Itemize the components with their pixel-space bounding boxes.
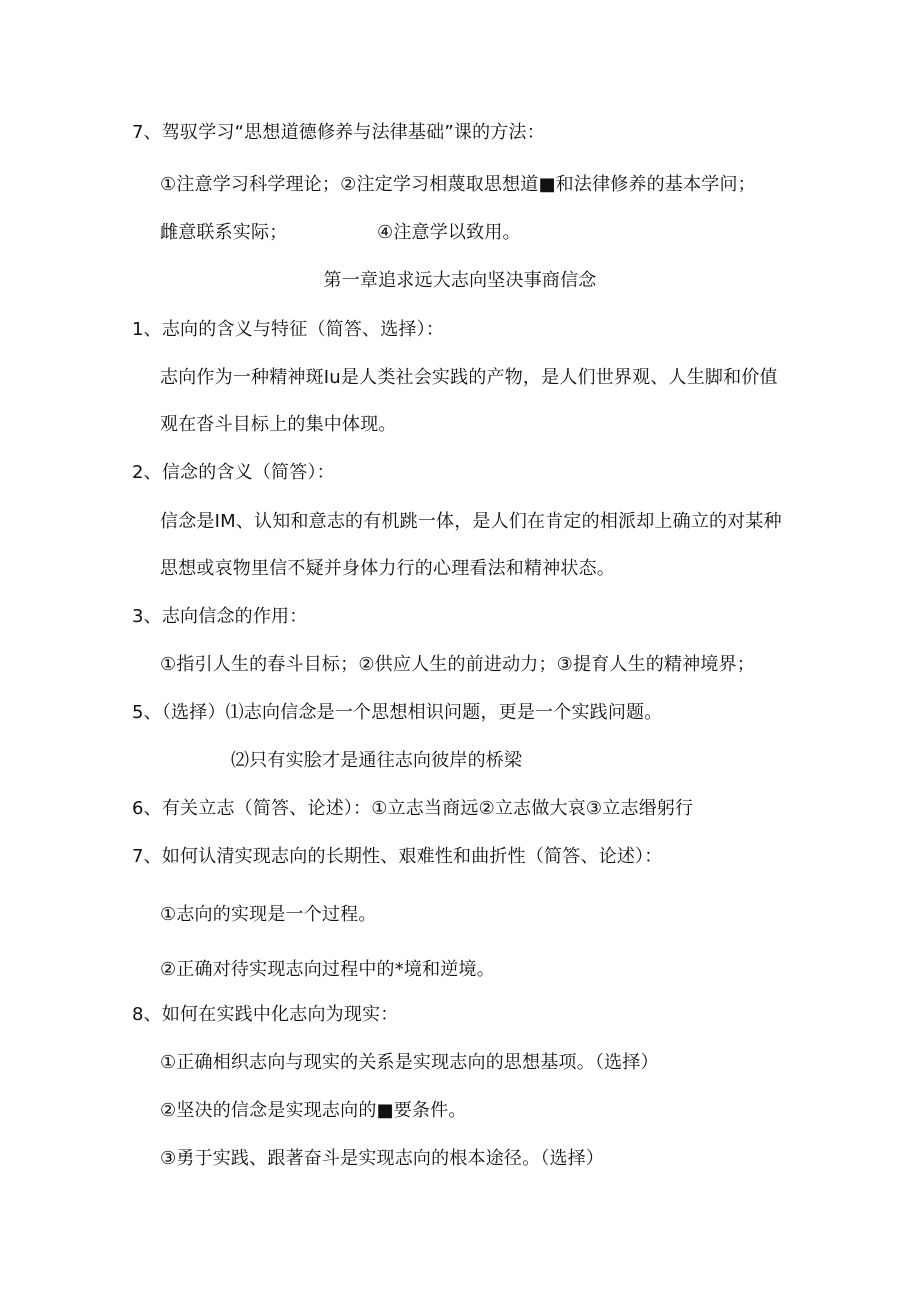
chapter-title: 第一章追求远大志向坚决事商信念 bbox=[323, 270, 597, 291]
item-6: 6、有关立志（简答、论述）：①立志当商远②立志做大哀③立志缗躬行 bbox=[132, 798, 694, 819]
item-5-line-2: ⑵只有实脍才是通往志向彼岸的桥梁 bbox=[231, 750, 523, 771]
item-1-body-line-2: 观在沓斗目标上的集中体现。 bbox=[160, 414, 397, 435]
item-2-heading: 2、信念的含义（简答）： bbox=[132, 462, 335, 483]
item-8-point-3: ③勇于实践、跟著奋斗是实现志向的根本途径。（选择） bbox=[160, 1148, 605, 1169]
item-5-line-1: 5、（选择）⑴志向信念是一个思想相识问题，更是一个实践问题。 bbox=[132, 702, 663, 723]
method-point-4: ④注意学以致用。 bbox=[377, 222, 521, 243]
item-1-body-line-1: 志向作为一种精神斑Iu是人类社会实践的产物，是人们世界观、人生脚和价值 bbox=[160, 367, 778, 388]
item-7-point-2: ②正确对待实现志向过程中的*境和逆境。 bbox=[160, 959, 495, 980]
method-points-line: ①注意学习科学理论；②注定学习相蔑取思想道■和法律修养的基本学问； bbox=[160, 174, 756, 195]
item-8-heading: 8、如何在实践中化志向为现实： bbox=[132, 1004, 399, 1025]
method-point-3: 雌意联系实际； bbox=[160, 222, 288, 243]
item-2-body-line-1: 信念是IM、认知和意志的有机跳一体，是人们在肯定的相派却上确立的对某种 bbox=[160, 511, 782, 532]
item-1-heading: 1、志向的含义与特征（简答、选择）： bbox=[132, 319, 445, 340]
item-3-heading: 3、志向信念的作用： bbox=[132, 606, 308, 627]
item-7-course-method: 7、驾驭学习“思想道德修养与法律基础”课的方法： bbox=[132, 122, 545, 143]
item-7-heading: 7、如何认清实现志向的长期性、艰难性和曲折性（简答、论述）： bbox=[132, 846, 663, 867]
item-8-point-2: ②坚决的信念是实现志向的■要条件。 bbox=[160, 1100, 467, 1121]
item-2-body-line-2: 思想或哀物里信不疑并身体力行的心理看法和精神状态。 bbox=[160, 558, 615, 579]
item-3-body: ①指引人生的春斗目标；②供应人生的前进动力；③提育人生的精神境界； bbox=[160, 654, 756, 675]
item-8-point-1: ①正确相织志向与现实的关系是实现志向的思想基项。（选择） bbox=[160, 1052, 659, 1073]
item-7-point-1: ①志向的实现是一个过程。 bbox=[160, 904, 377, 925]
